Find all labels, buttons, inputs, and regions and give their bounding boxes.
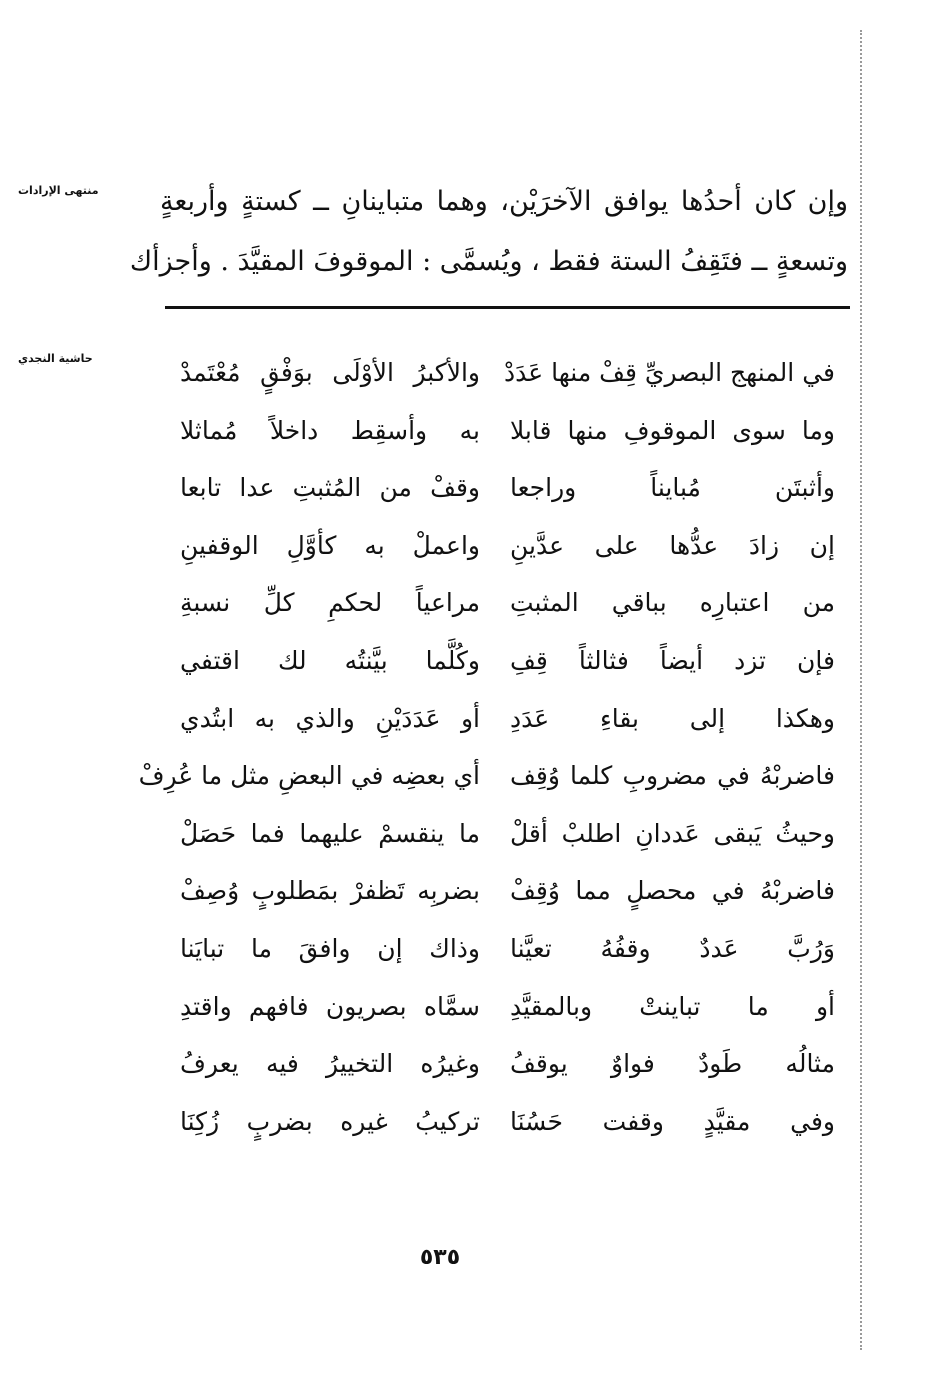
verse-first-hemistich: وما سوى الموقوفِ منها قابلا	[510, 415, 835, 445]
verse-first-hemistich: مثالُه طَودٌ فواوٌ يوقفُ	[510, 1049, 835, 1079]
verse-row	[160, 813, 850, 871]
verse-first-hemistich: وفي مقيَّدٍ وقفت حَسُنَا	[510, 1106, 835, 1136]
verse-first-hemistich: في المنهج البصريِّ قِفْ منها عَدَدْ	[504, 358, 835, 387]
verse-row	[160, 698, 850, 756]
verse-second-hemistich: ما ينقسمْ عليهما فما حَصَلْ	[180, 818, 480, 848]
verse-first-hemistich: وَرُبَّ عَددٌ وقفُهُ تعيَّنا	[510, 933, 835, 963]
verse-row	[160, 1101, 850, 1159]
verse-second-hemistich: تركيبُ غيره بضربٍ زُكِنَا	[180, 1106, 480, 1136]
verse-second-hemistich: وذاك إن وافقَ ما تبايَنا	[180, 933, 480, 963]
verse-second-hemistich: وقفْ من المُثبتِ عدا تابعا	[180, 473, 480, 503]
verse-first-hemistich: أو ما تباينتْ وبالمقيَّدِ	[510, 991, 835, 1021]
verse-row	[160, 410, 850, 468]
verse-second-hemistich: وكُلَّما بيَّنتُه لك اقتفي	[180, 645, 480, 675]
prose-line: وتسعةٍ ــ فتَقِفُ الستة فقط ، ويُسمَّى : الموقوفَ المقيَّدَ . وأجزأك	[129, 246, 848, 277]
verse-first-hemistich: فاضربْهُ في مضروبِ كلما وُقِف	[510, 761, 835, 791]
verse-second-hemistich: والأكبرُ الأوْلَى بوَفْقٍ مُعْتَمدْ	[180, 358, 480, 387]
page-number: ٥٣٥	[419, 1245, 461, 1270]
section-divider	[165, 306, 850, 309]
verse-row	[160, 352, 850, 410]
verse-first-hemistich: وأثبتَن مُبايناً وراجعا	[510, 473, 835, 503]
verse-second-hemistich: بضربِه تَظفرْ بمَطلوبٍ وُصِفْ	[180, 876, 480, 906]
verse-second-hemistich: وغيرُه التخييرُ فيه يعرفُ	[180, 1049, 480, 1079]
verse-row	[160, 1043, 850, 1101]
verse-second-hemistich: سمَّاه بصريون فافهم واقتدِ	[180, 991, 480, 1021]
verse-row	[160, 928, 850, 986]
verse-second-hemistich: مراعياً لحكمِ كلِّ نسبةِ	[180, 588, 480, 618]
verse-first-hemistich: فاضربْهُ في محصلٍ مما وُقِفْ	[510, 876, 835, 906]
verse-second-hemistich: أي بعضِه في البعضِ مثل ما عُرِفْ	[138, 761, 480, 791]
verse-row	[160, 467, 850, 525]
verse-first-hemistich: من اعتبارِه بباقي المثبتِ	[510, 588, 835, 618]
verse-first-hemistich: إن زادَ عدُّها على عدَّينِ	[510, 530, 835, 560]
verse-row	[138, 755, 850, 813]
margin-label-source: منتهى الإرادات	[18, 184, 99, 197]
verse-row	[160, 870, 850, 928]
verse-second-hemistich: واعملْ به كأوَّلِ الوقفينِ	[180, 530, 480, 560]
verse-row	[160, 640, 850, 698]
verse-row	[160, 525, 850, 583]
verse-first-hemistich: وهكذا إلى بقاءِ عَدَدِ	[510, 703, 835, 733]
verse-first-hemistich: وحيثُ يَبقى عَددانِ اطلبْ أقلْ	[510, 818, 835, 848]
verse-second-hemistich: أو عَدَدَيْنِ والذي به ابتُدي	[180, 703, 480, 733]
prose-line: وإن كان أحدُها يوافق الآخرَيْن، وهما متباينانِ ــ كستةٍ وأربعةٍ	[160, 186, 848, 217]
verse-row	[160, 986, 850, 1044]
margin-label-commentary: حاشية النجدي	[18, 352, 93, 365]
margin-dotted-line	[860, 30, 862, 1350]
verse-row	[160, 582, 850, 640]
verse-first-hemistich: فإن تزد أيضاً فثالثاً قِفِ	[510, 645, 835, 675]
verse-list	[138, 352, 850, 1158]
verse-second-hemistich: به وأسقِط داخلاً مُماثلا	[180, 415, 480, 445]
